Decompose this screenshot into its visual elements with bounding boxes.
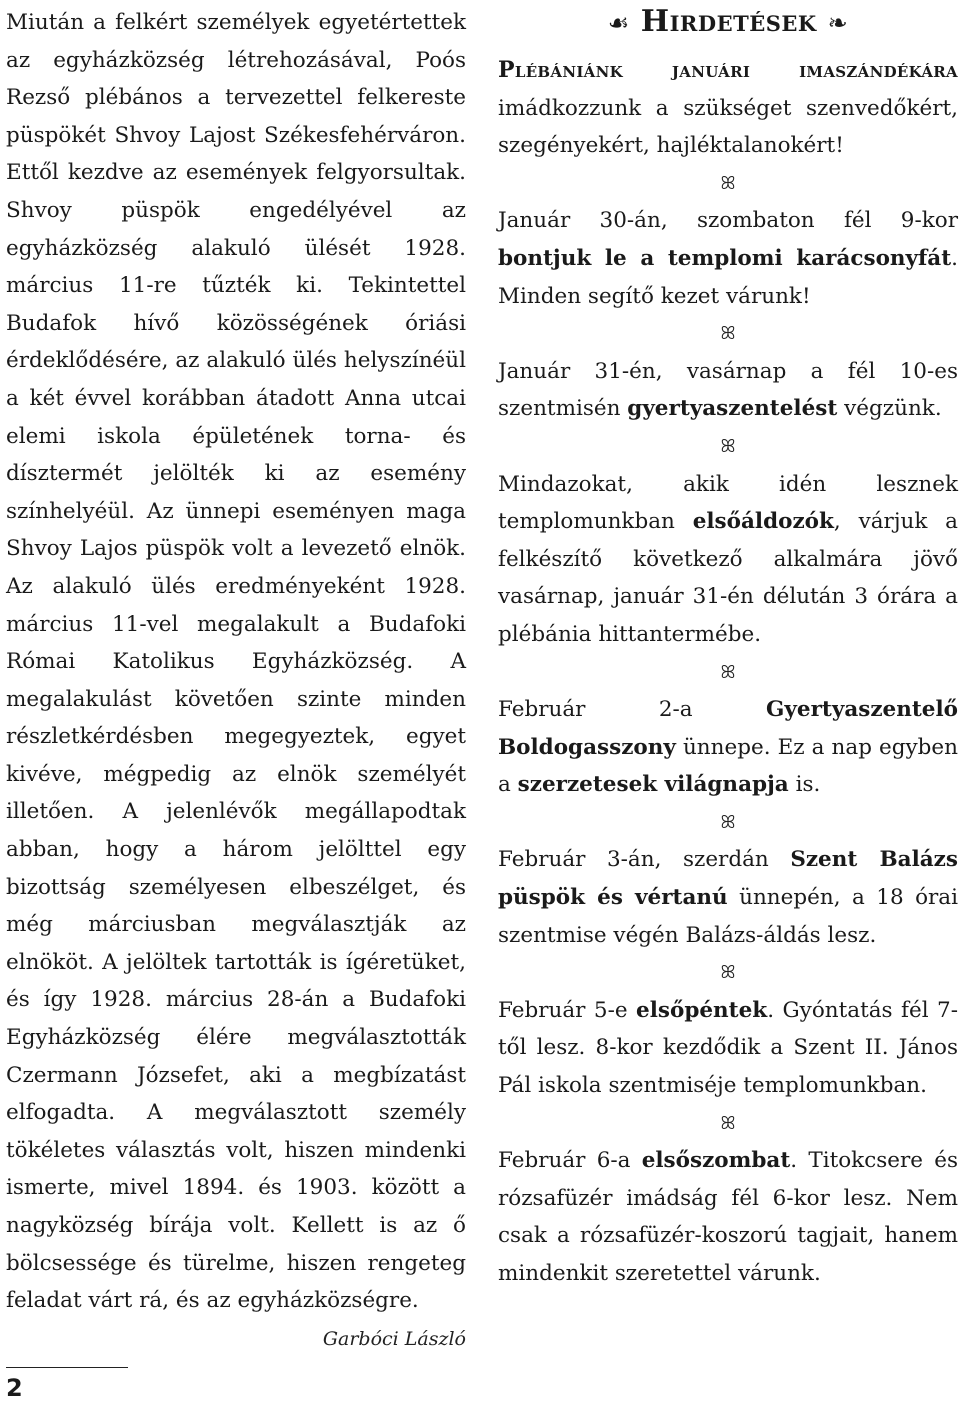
divider-ornament-icon: ꕤ	[720, 172, 736, 194]
heading-title: Hirdetések	[640, 4, 817, 39]
announcement-item	[498, 841, 958, 954]
divider-ornament-icon: ꕤ	[720, 323, 736, 345]
divider-ornament-icon: ꕤ	[720, 435, 736, 457]
announcement-item	[498, 353, 958, 428]
divider-ornament-icon: ꕤ	[720, 962, 736, 984]
page-number: 2	[6, 1374, 23, 1402]
announcement-text: Február 3-án, szerdán	[498, 847, 791, 873]
announcement-highlight: szerzetesek világnapja	[517, 772, 789, 798]
announcement-text: végzünk.	[837, 396, 942, 422]
divider-ornament-icon: ꕤ	[720, 811, 736, 833]
announcement-text: Február 5-e	[498, 997, 637, 1023]
announcement-item	[498, 691, 958, 804]
announcement-text: . Titokcsere és rózsafüzér imádság fél 6-kor lesz. Nem csak a rózsafüzér-koszorú tagjait, hanem mindenkit szeretettel várunk.	[498, 1148, 958, 1286]
announcement-text: is.	[788, 772, 821, 798]
ornament-left-icon: ☙	[607, 9, 630, 37]
announcement-item	[498, 992, 958, 1105]
announcement-text: . Gyóntatás fél 7-től lesz. 8-kor kezdődik a Szent II. János Pál iskola szentmiséje templomunkban.	[498, 997, 958, 1099]
announcement-highlight: bontjuk le a templomi karácsonyfát	[498, 245, 952, 271]
divider-ornament-icon: ꕤ	[720, 1112, 736, 1134]
announcement-text: Január 30-án, szombaton fél 9-kor	[498, 208, 958, 234]
announcement-highlight: gyertyaszentelést	[627, 396, 838, 422]
announcement-highlight: elsőáldozók	[692, 509, 834, 535]
announcement-text: , várjuk a felkészítő következő alkalmára jövő vasárnap, január 31-én délután 3 órára a plébánia hittantermébe.	[498, 509, 958, 647]
announcement-highlight: Gyertyaszentelő Boldogasszony	[498, 697, 958, 760]
announcement-text: ünnepén, a 18 órai szentmise végén Balázs-áldás lesz.	[498, 885, 958, 948]
announcement-text: Mindazokat, akik idén lesznek templomunkban	[498, 471, 958, 535]
article-paragraph: Miután a felkért személyek egyetértettek az egyházközség létrehozásával, Poós Rezső plébános a tervezettel felkereste püspökét Shvoy Lajost Székesfehérváron. Ettől kezdve az események felgyorsultak. Shvoy püspök engedélyével az egyházközség alakuló ülését 1928. március 11-re tűzték ki. Tekintettel Budafok hívő közösségének óriási érdeklődésére, az alakuló ülés helyszínéül a két évvel korábban átadott Anna utcai elemi iskola épületének torna- és dísztermét jelölték ki az esemény színhelyéül. Az ünnepi eseményen maga Shvoy Lajos püspök volt a levezető elnök. Az alakuló ülés eredményeként 1928. március 11-vel megalakult a Budafoki Római Katolikus Egyházközség. A megalakulást követően szinte minden részletkérdésben megegyeztek, egyet kivéve, mégpedig az elnök személyét illetően. A jelenlévők megállapodtak abban, hogy a három jelölttel egy bizottság személyesen elbeszélget, és még márciusban megválasztják az elnököt. A jelöltek tartották is ígéretüket, és így 1928. március 28-án a Budafoki Egyházközség élére megválasztották Czermann Józsefet, aki a megbízatást elfogadta. A megválasztott személy tökéletes választás volt, hiszen mindenki ismerte, mivel 1894. és 1903. között a nagyközség bírája volt. Kellett is az ő bölcsessége és türelme, hiszen rengeteg feladat várt rá, és az egyházközségre.	[6, 10, 466, 1314]
announcement-highlight: elsőpéntek	[636, 997, 768, 1023]
ornament-right-icon: ❧	[827, 9, 849, 37]
footer-rule	[6, 1367, 128, 1368]
announcement-lead: Plébániánk januári imaszándékára	[498, 57, 958, 83]
announcement-text: Január 31-én, vasárnap a fél 10-es szentmisén	[498, 358, 958, 422]
announcement-text: imádkozzunk a szükséget szenvedőkért, szegényekért, hajléktalanokért!	[498, 95, 958, 159]
announcement-item	[498, 52, 958, 165]
announcement-item	[498, 1142, 958, 1292]
announcement-text: ünnepe. Ez a nap egyben a	[498, 734, 958, 798]
announcement-text: . Minden segítő kezet várunk!	[498, 245, 958, 309]
announcements-column	[498, 4, 958, 1293]
divider-ornament-icon: ꕤ	[720, 661, 736, 683]
announcement-highlight: Szent Balázs püspök és vértanú	[498, 847, 958, 911]
announcement-text: Február 2-a	[498, 697, 767, 723]
announcements-heading	[498, 4, 958, 42]
author-signature: Garbóci László	[322, 1328, 466, 1350]
announcement-item	[498, 202, 958, 315]
announcement-text: Február 6-a	[498, 1148, 642, 1174]
history-article	[6, 4, 466, 1320]
announcement-highlight: elsőszombat	[641, 1148, 791, 1174]
announcement-item	[498, 466, 958, 654]
